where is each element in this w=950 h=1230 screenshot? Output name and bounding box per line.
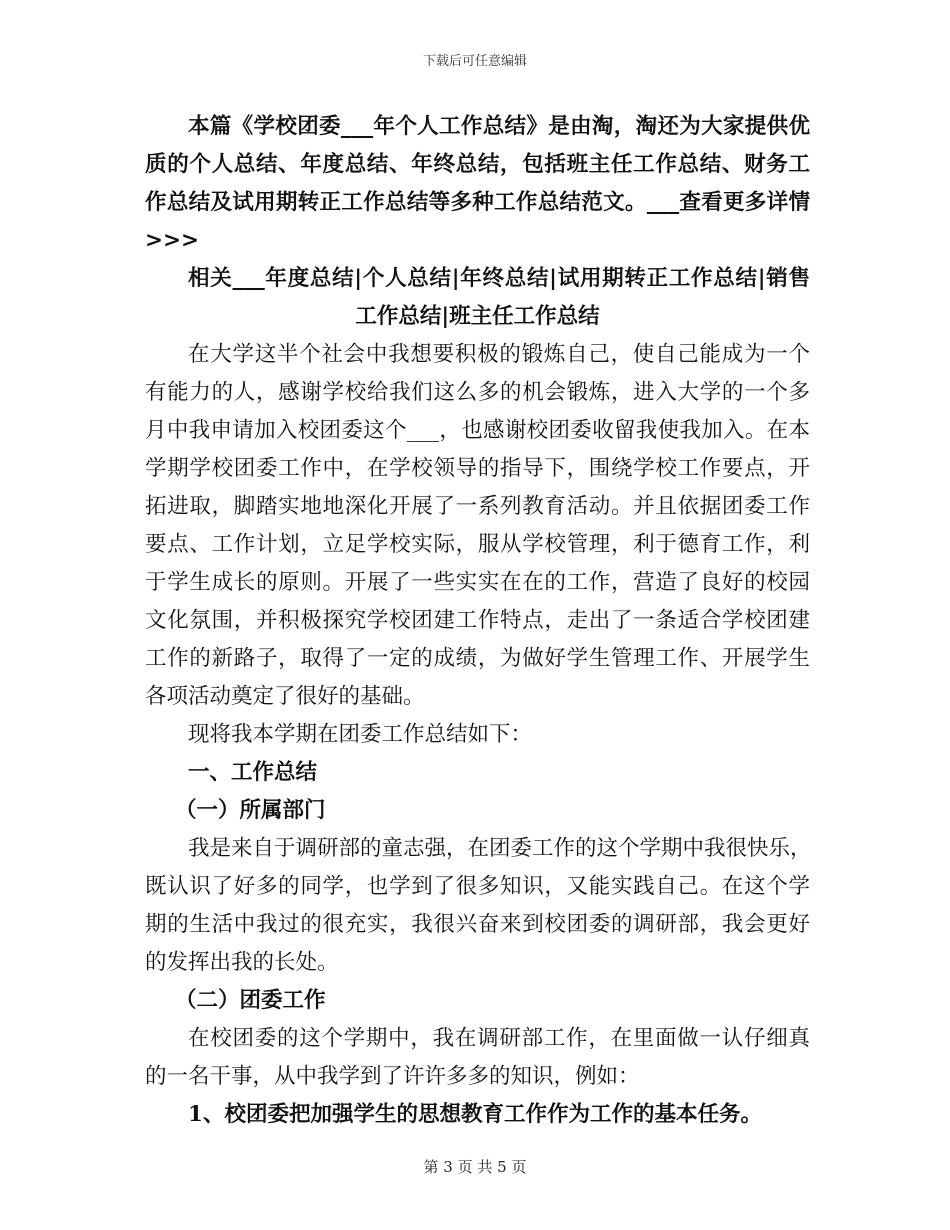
related-line: 相关___年度总结|个人总结|年终总结|试用期转正工作总结|销售: [188, 266, 810, 291]
paragraph-3: [145, 830, 810, 982]
body-line: 拓进取，脚踏实地地深化开展了一系列教育活动。并且依据团委工作: [145, 494, 810, 519]
subsection-heading: （二）团委工作: [175, 988, 326, 1013]
body-line: 的发挥出我的长处。: [145, 950, 339, 975]
related-line: 工作总结|班主任工作总结: [355, 304, 600, 329]
body-line: 于学生成长的原则。开展了一些实实在在的工作，营造了良好的校园: [145, 570, 810, 595]
body-line: 月中我申请加入校团委这个___，也感谢校团委收留我使我加入。在本: [145, 418, 810, 443]
intro-line: 本篇《学校团委___年个人工作总结》是由淘，淘还为大家提供优: [188, 114, 810, 139]
body-line: 有能力的人，感谢学校给我们这么多的机会锻炼，进入大学的一个多: [145, 380, 810, 405]
body-line: 工作的新路子，取得了一定的成绩，为做好学生管理工作、开展学生: [145, 646, 810, 671]
page-header: 下载后可任意编辑: [422, 54, 527, 69]
paragraph-2: 现将我本学期在团委工作总结如下：: [188, 722, 533, 747]
body-line: 期的生活中我过的很充实，我很兴奋来到校团委的调研部，我会更好: [145, 912, 810, 937]
intro-line: 质的个人总结、年度总结、年终总结，包括班主任工作总结、财务工: [145, 152, 810, 177]
page-footer: 第 3 页 共 5 页: [423, 1158, 527, 1176]
document-body: [145, 108, 810, 1134]
body-line: 文化氛围，并积极探究学校团建工作特点，走出了一条适合学校团建: [145, 608, 810, 633]
intro-paragraph: [145, 108, 810, 260]
section-heading: 一、工作总结: [188, 760, 318, 785]
intro-line: >>>: [145, 228, 200, 253]
body-line: 我是来自于调研部的童志强，在团委工作的这个学期中我很快乐，: [188, 836, 812, 861]
numbered-heading: 1、校团委把加强学生的思想教育工作作为工作的基本任务。: [188, 1102, 762, 1127]
body-line: 在校团委的这个学期中，我在调研部工作，在里面做一认仔细真: [188, 1026, 810, 1051]
paragraph-1: [145, 336, 810, 716]
body-line: 学期学校团委工作中，在学校领导的指导下，围绕学校工作要点，开: [145, 456, 810, 481]
body-line: 既认识了好多的同学，也学到了很多知识，又能实践自己。在这个学: [145, 874, 810, 899]
body-line: 在大学这半个社会中我想要积极的锻炼自己，使自己能成为一个: [188, 342, 810, 367]
related-links: [145, 260, 810, 336]
subsection-heading: （一）所属部门: [175, 798, 326, 823]
body-line: 各项活动奠定了很好的基础。: [145, 684, 425, 709]
body-line: 的一名干事，从中我学到了许许多多的知识，例如：: [145, 1064, 640, 1089]
body-line: 要点、工作计划，立足学校实际，服从学校管理，利于德育工作，利: [145, 532, 810, 557]
intro-line: 作总结及试用期转正工作总结等多种工作总结范文。___查看更多详情: [145, 190, 810, 215]
paragraph-4: [145, 1020, 810, 1096]
